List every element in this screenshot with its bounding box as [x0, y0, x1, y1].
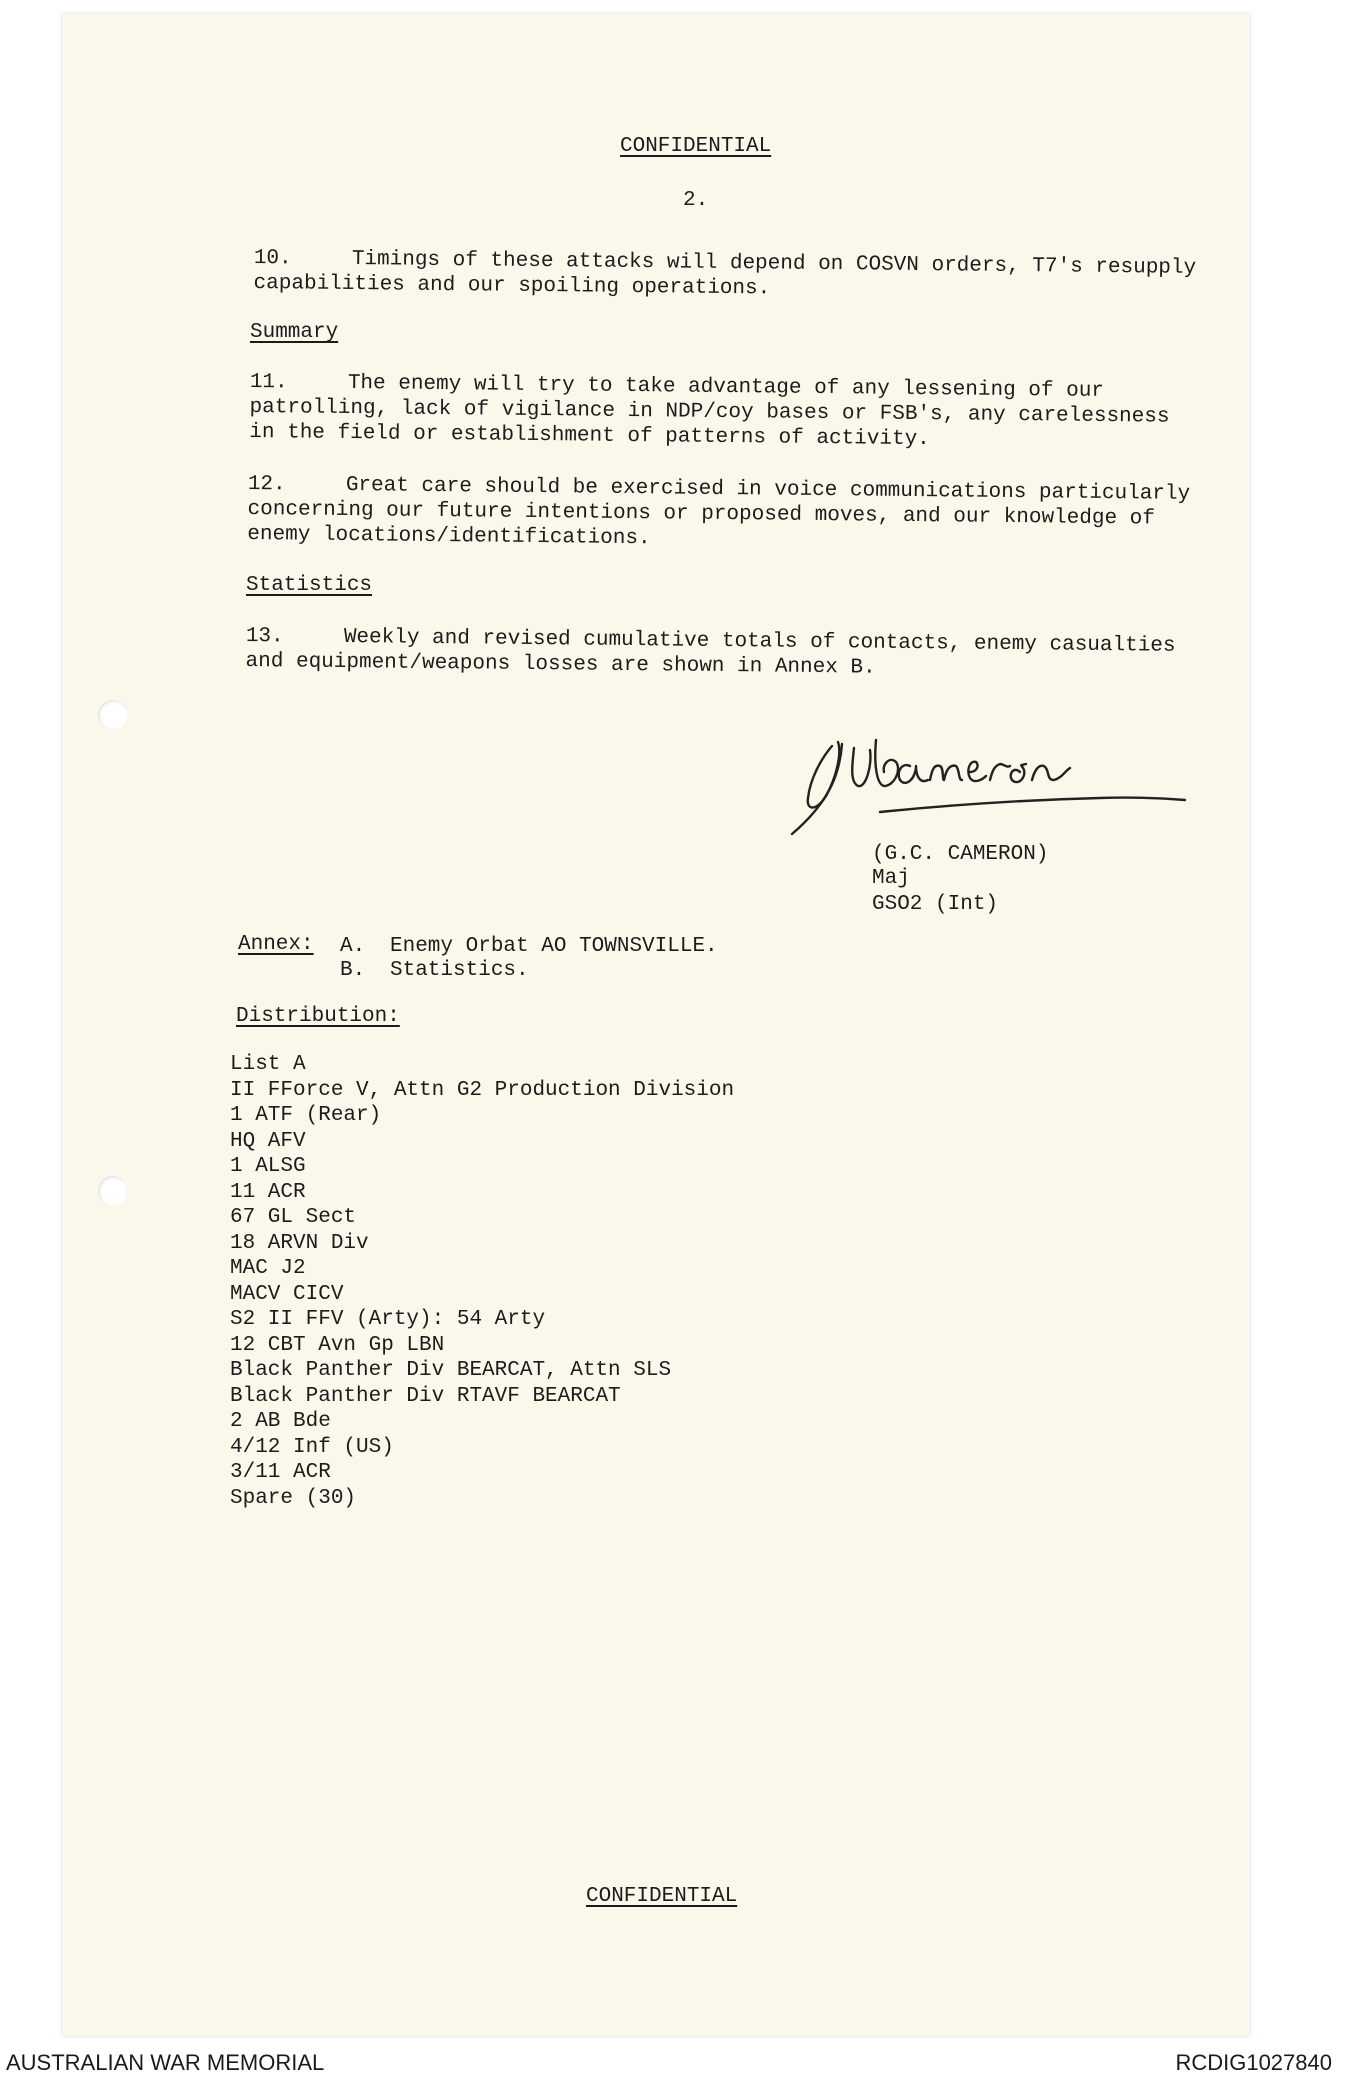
list-item: 1 ALSG [230, 1155, 306, 1178]
signatory-position: GSO2 (Int) [872, 893, 999, 916]
paragraph-number: 12. [247, 472, 286, 497]
list-item: 67 GL Sect [230, 1206, 357, 1229]
paragraph-13 [245, 624, 1195, 684]
footer-classification: CONFIDENTIAL [586, 1885, 738, 1908]
annex-item-b-letter: B. [340, 959, 366, 982]
header-classification: CONFIDENTIAL [620, 135, 772, 158]
paragraph-number: 13. [245, 624, 284, 649]
list-item: 4/12 Inf (US) [230, 1435, 394, 1459]
list-item: S2 II FFV (Arty): 54 Arty [230, 1308, 546, 1331]
list-item: List A [230, 1053, 306, 1076]
paragraph-12 [247, 472, 1208, 557]
punch-hole-bottom [98, 1176, 128, 1206]
institution-name: AUSTRALIAN WAR MEMORIAL [6, 2050, 325, 2075]
distribution-label: Distribution: [236, 1005, 400, 1028]
list-item: MAC J2 [230, 1257, 306, 1280]
annex-label: Annex: [238, 933, 314, 956]
list-item: II FForce V, Attn G2 Production Division [230, 1078, 735, 1102]
list-item: 2 AB Bde [230, 1410, 331, 1433]
list-item: Spare (30) [230, 1486, 357, 1510]
paragraph-number: 10. [253, 246, 292, 271]
paragraph-11 [249, 370, 1190, 455]
annex-item-a-text: Enemy Orbat AO TOWNSVILLE. [390, 935, 718, 958]
signatory-rank: Maj [872, 867, 910, 890]
list-item: Black Panther Div RTAVF BEARCAT [230, 1384, 621, 1408]
list-item: 18 ARVN Div [230, 1231, 369, 1255]
distribution-list [230, 1052, 734, 1511]
page-number: 2. [683, 189, 709, 212]
annex-item-a-letter: A. [340, 935, 366, 958]
paragraph-number: 11. [249, 370, 288, 395]
annex-item-b-text: Statistics. [390, 959, 529, 982]
list-item: 11 ACR [230, 1180, 306, 1204]
heading-summary: Summary [250, 321, 339, 344]
paragraph-10 [253, 246, 1203, 306]
list-item: MACV CICV [230, 1282, 344, 1306]
signatory-name: (G.C. CAMERON) [872, 843, 1049, 866]
list-item: HQ AFV [230, 1129, 306, 1153]
list-item: Black Panther Div BEARCAT, Attn SLS [230, 1359, 672, 1382]
list-item: 12 CBT Avn Gp LBN [230, 1333, 445, 1357]
heading-statistics: Statistics [246, 574, 373, 597]
archive-footer [0, 2042, 1350, 2082]
paragraph-text: The enemy will try to take advantage of any lessening of our patrolling, lack of vigilance in NDP/coy bases or FSB's, any carelessness in the field or establishment of patterns of activity. [249, 372, 1170, 452]
paragraph-text: Great care should be exercised in voice communications particularly concerning our future intentions or proposed moves, and our knowledge of enemy locations/identifications. [247, 474, 1191, 551]
paragraph-text: Weekly and revised cumulative totals of contacts, enemy casualties and equipment/weapons losses are shown in Annex B. [245, 626, 1176, 680]
list-item: 1 ATF (Rear) [230, 1104, 382, 1127]
handwritten-signature [780, 700, 1210, 840]
list-item: 3/11 ACR [230, 1461, 331, 1484]
punch-hole-top [98, 700, 128, 730]
archive-reference: RCDIG1027840 [1175, 2050, 1332, 2075]
paragraph-text: Timings of these attacks will depend on COSVN orders, T7's resupply capabilities and our spoiling operations. [253, 248, 1197, 301]
